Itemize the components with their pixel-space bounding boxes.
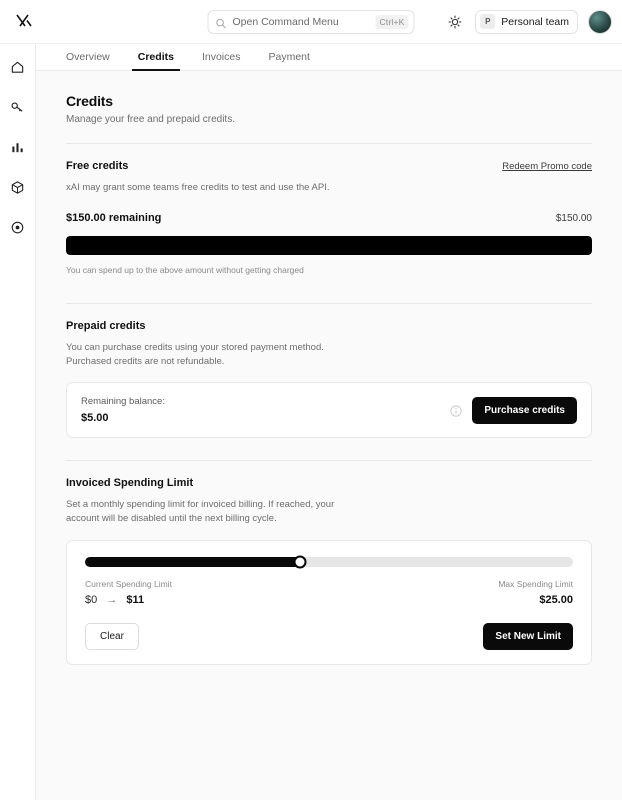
sidebar-item-home[interactable] [7, 56, 29, 78]
prepaid-credits-card [66, 382, 592, 438]
clear-button[interactable]: Clear [85, 623, 139, 650]
tab-invoices[interactable]: Invoices [201, 51, 241, 63]
team-avatar: P [480, 14, 495, 29]
info-icon[interactable] [450, 404, 462, 416]
prepaid-balance-label: Remaining balance: [81, 396, 165, 408]
spending-limit-card [66, 540, 592, 665]
target-icon [10, 220, 25, 235]
prepaid-credits-description: You can purchase credits using your stored payment method. Purchased credits are not refundable. [66, 341, 324, 367]
spending-limit-labels [81, 579, 577, 589]
spending-limit-section [66, 461, 592, 665]
tab-overview[interactable]: Overview [66, 51, 110, 63]
prepaid-balance-block [81, 396, 165, 424]
arrow-right-icon: → [106, 593, 118, 606]
page-subtitle: Manage your free and prepaid credits. [66, 114, 235, 125]
spending-limit-actions [81, 623, 577, 650]
free-credits-progress-bar [66, 236, 592, 255]
main-area [36, 44, 622, 800]
free-credits-note: You can spend up to the above amount without getting charged [66, 264, 304, 275]
current-spending-limit-value: $0 [85, 593, 98, 606]
sidebar-rail [0, 44, 36, 800]
spending-limit-description: Set a monthly spending limit for invoiced billing. If reached, your account will be disabled until the next billing cycle. [66, 499, 335, 525]
search-icon [216, 16, 227, 27]
sun-icon[interactable] [445, 12, 465, 32]
redeem-promo-code-link[interactable]: Redeem Promo code [502, 161, 592, 172]
set-new-limit-button[interactable]: Set New Limit [483, 623, 573, 650]
spending-limit-slider-knob[interactable] [293, 555, 306, 568]
command-menu-shortcut: Ctrl+K [375, 15, 408, 29]
top-bar [0, 0, 622, 44]
user-avatar[interactable] [588, 10, 612, 34]
max-spending-limit-label: Max Spending Limit [498, 578, 573, 589]
current-spending-limit-value-group [85, 594, 144, 606]
key-icon [10, 100, 25, 115]
current-spending-limit-label: Current Spending Limit [85, 578, 172, 589]
spending-limit-title: Invoiced Spending Limit [66, 477, 194, 490]
page-title: Credits [66, 93, 113, 109]
spending-limit-values [81, 594, 577, 606]
body [0, 44, 622, 800]
sidebar-item-api-keys[interactable] [7, 96, 29, 118]
command-menu-label: Open Command Menu [232, 15, 339, 28]
sidebar-item-usage[interactable] [7, 136, 29, 158]
prepaid-balance-value: $5.00 [81, 412, 109, 425]
free-credits-total: $150.00 [555, 212, 592, 224]
free-credits-amounts [66, 212, 592, 224]
free-credits-remaining: $150.00 remaining [66, 211, 162, 224]
page-content [36, 71, 622, 800]
tab-credits[interactable]: Credits [124, 44, 188, 70]
spending-limit-slider[interactable] [85, 557, 573, 567]
free-credits-progress-fill [66, 236, 592, 255]
sidebar-item-models[interactable] [7, 176, 29, 198]
spending-limit-slider-fill [85, 557, 300, 567]
bar-chart-icon [10, 140, 25, 155]
sidebar-item-billing[interactable] [7, 216, 29, 238]
free-credits-section [66, 144, 592, 275]
tab-bar [36, 44, 622, 71]
tab-payment[interactable]: Payment [268, 51, 310, 63]
free-credits-title: Free credits [66, 160, 129, 172]
free-credits-description: xAI may grant some teams free credits to test and use the API. [66, 182, 330, 193]
cube-icon [10, 180, 25, 195]
home-icon [10, 60, 25, 75]
free-credits-header [66, 160, 592, 172]
prepaid-balance-row [81, 396, 577, 424]
command-menu-button[interactable] [208, 10, 415, 34]
purchase-credits-button[interactable]: Purchase credits [472, 397, 577, 424]
prepaid-actions [450, 397, 577, 424]
max-spending-limit-value: $25.00 [539, 593, 573, 606]
team-switcher[interactable] [475, 10, 578, 34]
new-spending-limit-value: $11 [126, 593, 145, 606]
xai-logo[interactable] [6, 13, 42, 31]
team-name: Personal team [501, 15, 569, 28]
prepaid-credits-section [66, 304, 592, 439]
prepaid-credits-title: Prepaid credits [66, 319, 146, 332]
top-bar-right [445, 10, 622, 34]
